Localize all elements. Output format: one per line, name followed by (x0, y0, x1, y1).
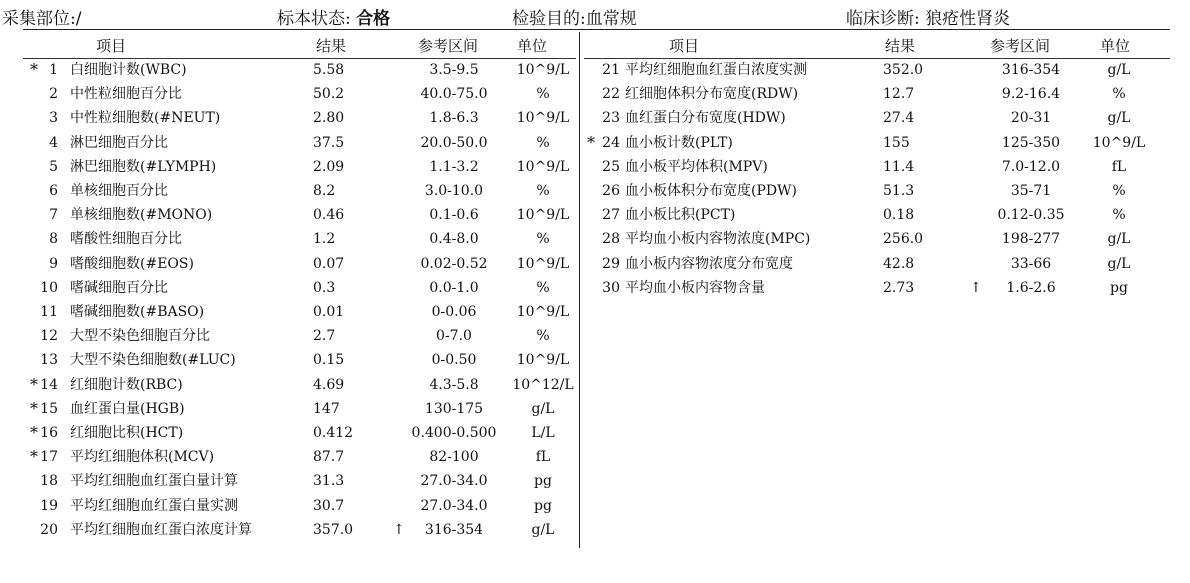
table-row (0, 203, 1190, 227)
row-number: 5 (49, 158, 58, 175)
row-number: 1 (49, 62, 58, 78)
result-value: 42.8 (883, 255, 915, 272)
reference-range: 316-354 (424, 521, 484, 538)
unit: pg (534, 473, 552, 490)
specimen-status-value: 合格 (356, 9, 391, 29)
table-row (0, 469, 1190, 493)
row-number: 17 (40, 449, 58, 466)
test-name: 平均红细胞体积(MCV) (70, 449, 215, 466)
row-number: 28 (602, 231, 620, 248)
test-name: 大型不染色细胞数(#LUC) (70, 352, 236, 369)
col-header-item-left: 项目 (96, 37, 127, 55)
unit: % (536, 134, 550, 151)
col-header-reference-right: 参考区间 (990, 37, 1051, 55)
reference-range: 9.2-16.4 (1001, 86, 1061, 103)
result-value: 31.3 (313, 473, 345, 490)
reference-range: 1.1-3.2 (429, 158, 479, 175)
result-value: 2.73 (883, 279, 915, 296)
test-name: 单核细胞百分比 (70, 183, 168, 199)
test-name: 血小板内容物浓度分布宽度 (625, 255, 793, 272)
result-value: 4.69 (313, 376, 345, 393)
unit: pg (534, 497, 552, 514)
unit: 10^12/L (512, 376, 574, 393)
result-value: 0.412 (313, 425, 354, 441)
high-flag: ↑ (393, 521, 405, 538)
reference-range: 1.8-6.3 (429, 110, 479, 127)
result-value: 0.46 (313, 207, 345, 224)
clinical-diagnosis-field (846, 4, 1010, 29)
test-name: 平均红细胞血红蛋白量实测 (70, 497, 238, 514)
row-number: 13 (40, 352, 58, 369)
result-value: 2.80 (313, 110, 345, 127)
test-name: 红细胞比积(HCT) (70, 425, 184, 441)
result-value: 5.58 (313, 62, 345, 78)
result-value: 256.0 (883, 231, 924, 248)
col-header-result-right: 结果 (885, 37, 916, 55)
test-name: 淋巴细胞百分比 (70, 134, 168, 151)
reference-range: 198-277 (1001, 231, 1061, 248)
test-name: 中性粒细胞数(#NEUT) (70, 110, 221, 127)
reference-range: 27.0-34.0 (420, 473, 488, 490)
result-value: 8.2 (313, 183, 336, 199)
unit: 10^9/L (516, 158, 570, 175)
table-row (0, 179, 1190, 203)
test-name: 血小板体积分布宽度(PDW) (625, 183, 797, 199)
row-number: 19 (40, 497, 58, 514)
result-value: 0.15 (313, 352, 345, 369)
result-value: 0.18 (883, 207, 915, 224)
test-name: 大型不染色细胞百分比 (70, 328, 210, 345)
row-number: 21 (602, 62, 620, 78)
test-name: 血红蛋白量(HGB) (70, 400, 185, 417)
test-name: 白细胞计数(WBC) (70, 62, 187, 78)
table-row (0, 421, 1190, 445)
row-number: 16 (40, 425, 58, 441)
result-value: 147 (313, 400, 340, 417)
result-value: 0.01 (313, 304, 345, 320)
table-row (0, 324, 1190, 348)
row-number: 18 (40, 473, 58, 490)
table-row (0, 58, 1190, 82)
unit: % (1112, 86, 1126, 103)
unit: L/L (531, 425, 555, 441)
result-value: 1.2 (313, 231, 336, 248)
reference-range: 0.400-0.500 (411, 425, 497, 441)
test-name: 血小板比积(PCT) (625, 207, 736, 224)
test-name: 血小板计数(PLT) (625, 134, 733, 151)
row-number: 6 (49, 183, 58, 199)
test-purpose-label: 检验目的: (512, 9, 586, 29)
reference-range: 0-0.50 (431, 352, 477, 369)
reference-range: 7.0-12.0 (1001, 158, 1061, 175)
col-header-unit-left: 单位 (517, 37, 548, 55)
test-name: 平均红细胞血红蛋白浓度实测 (625, 62, 807, 78)
result-value: 2.09 (313, 158, 345, 175)
test-name: 嗜酸细胞数(#EOS) (70, 255, 194, 272)
test-name: 红细胞体积分布宽度(RDW) (625, 86, 799, 103)
reference-range: 130-175 (424, 400, 484, 417)
header-divider (23, 29, 1170, 30)
result-value: 352.0 (883, 62, 924, 78)
row-number: 20 (40, 521, 58, 538)
reference-range: 20.0-50.0 (420, 134, 488, 151)
result-value: 51.3 (883, 183, 915, 199)
result-value: 0.3 (313, 279, 336, 296)
reference-range: 20-31 (1010, 110, 1052, 127)
row-number: 29 (602, 255, 620, 272)
unit: 10^9/L (516, 304, 570, 320)
specimen-status-field (277, 4, 390, 29)
row-number: 15 (40, 400, 58, 417)
reference-range: 125-350 (1001, 134, 1061, 151)
row-number: 26 (602, 183, 620, 199)
unit: % (536, 231, 550, 248)
abnormal-marker: * (30, 374, 38, 394)
reference-range: 316-354 (1001, 62, 1061, 78)
unit: g/L (531, 521, 555, 538)
row-number: 2 (49, 86, 58, 103)
table-row (0, 252, 1190, 276)
row-number: 23 (602, 110, 620, 127)
result-value: 50.2 (313, 86, 345, 103)
clinical-diagnosis-label: 临床诊断: (846, 9, 920, 29)
collection-site-value: / (75, 9, 82, 29)
result-value: 27.4 (883, 110, 915, 127)
unit: 10^9/L (516, 110, 570, 127)
reference-range: 0.1-0.6 (429, 207, 479, 224)
table-row (0, 494, 1190, 518)
unit: % (536, 183, 550, 199)
table-row (0, 155, 1190, 179)
test-name: 嗜碱细胞数(#BASO) (70, 304, 205, 320)
test-name: 红细胞计数(RBC) (70, 376, 183, 393)
result-value: 30.7 (313, 497, 345, 514)
reference-range: 40.0-75.0 (420, 86, 488, 103)
unit: % (536, 86, 550, 103)
reference-range: 4.3-5.8 (429, 376, 479, 393)
test-name: 血红蛋白分布宽度(HDW) (625, 110, 786, 127)
abnormal-marker: * (30, 423, 38, 442)
report-header (0, 2, 1190, 28)
result-value: 2.7 (313, 328, 336, 345)
row-number: 14 (40, 376, 58, 393)
test-name: 平均红细胞血红蛋白量计算 (70, 473, 238, 490)
unit: 10^9/L (516, 207, 570, 224)
table-row (0, 373, 1190, 397)
row-number: 27 (602, 207, 620, 224)
unit: % (1112, 207, 1126, 224)
row-number: 7 (49, 207, 58, 224)
table-row (0, 445, 1190, 469)
col-header-item-right: 项目 (669, 37, 700, 55)
row-number: 11 (40, 304, 58, 320)
unit: pg (1110, 279, 1128, 296)
reference-range: 0.4-8.0 (429, 231, 479, 248)
table-row (0, 227, 1190, 251)
row-number: 22 (602, 86, 620, 103)
test-name: 平均血小板内容物浓度(MPC) (625, 231, 811, 248)
table-row (0, 300, 1190, 324)
collection-site-field (2, 4, 81, 29)
table-row (0, 518, 1190, 542)
row-number: 9 (49, 255, 58, 272)
reference-range: 27.0-34.0 (420, 497, 488, 514)
result-value: 0.07 (313, 255, 345, 272)
table-row (0, 397, 1190, 421)
col-header-reference-left: 参考区间 (418, 37, 479, 55)
test-purpose-value: 血常规 (585, 9, 637, 29)
unit: g/L (1107, 62, 1131, 78)
test-name: 平均血小板内容物含量 (625, 279, 765, 296)
result-value: 37.5 (313, 134, 345, 151)
unit: 10^9/L (516, 255, 570, 272)
test-name: 中性粒细胞百分比 (70, 86, 182, 103)
test-name: 嗜酸性细胞百分比 (70, 231, 182, 248)
abnormal-marker: * (30, 60, 38, 79)
row-number: 24 (602, 134, 620, 151)
reference-range: 3.0-10.0 (424, 183, 484, 199)
unit: % (536, 328, 550, 345)
reference-range: 0-7.0 (436, 328, 472, 345)
row-number: 3 (49, 110, 58, 127)
unit: % (536, 279, 550, 296)
abnormal-marker: * (30, 447, 38, 467)
reference-range: 35-71 (1010, 183, 1052, 199)
test-name: 嗜碱细胞百分比 (70, 279, 168, 296)
table-row (0, 276, 1190, 300)
row-number: 8 (49, 231, 58, 248)
col-header-unit-right: 单位 (1100, 37, 1131, 55)
unit: 10^9/L (516, 352, 570, 369)
unit: g/L (1107, 231, 1131, 248)
reference-range: 0.02-0.52 (420, 255, 488, 272)
reference-range: 0.12-0.35 (997, 207, 1065, 224)
reference-range: 0.0-1.0 (429, 279, 479, 296)
test-name: 淋巴细胞数(#LYMPH) (70, 158, 217, 175)
test-purpose-field (512, 4, 637, 29)
reference-range: 0-0.06 (431, 304, 477, 320)
test-name: 平均红细胞血红蛋白浓度计算 (70, 521, 252, 538)
abnormal-marker: * (30, 398, 38, 418)
row-number: 30 (602, 279, 620, 296)
unit: g/L (1107, 255, 1131, 272)
result-value: 12.7 (883, 86, 915, 103)
row-number: 12 (40, 328, 58, 345)
unit: 10^9/L (516, 62, 570, 78)
row-number: 4 (49, 134, 58, 151)
table-row (0, 131, 1190, 155)
unit: g/L (531, 400, 555, 417)
result-value: 87.7 (313, 449, 345, 466)
result-value: 11.4 (883, 158, 915, 175)
specimen-status-label: 标本状态: (277, 9, 351, 29)
high-flag: ↑ (970, 279, 982, 296)
unit: % (1112, 183, 1126, 199)
test-name: 血小板平均体积(MPV) (625, 158, 768, 175)
row-number: 10 (40, 279, 58, 296)
unit: fL (1111, 158, 1127, 175)
unit: 10^9/L (1092, 134, 1146, 151)
clinical-diagnosis-value: 狼疮性肾炎 (925, 9, 1011, 29)
table-row (0, 106, 1190, 130)
unit: g/L (1107, 110, 1131, 127)
test-name: 单核细胞数(#MONO) (70, 207, 213, 224)
unit: fL (535, 449, 551, 466)
table-row (0, 82, 1190, 106)
row-number: 25 (602, 158, 620, 175)
result-value: 357.0 (313, 521, 354, 538)
collection-site-label: 采集部位: (2, 9, 76, 29)
reference-range: 3.5-9.5 (429, 62, 479, 78)
result-value: 155 (883, 134, 910, 151)
reference-range: 33-66 (1010, 255, 1052, 272)
table-row (0, 348, 1190, 372)
reference-range: 82-100 (429, 449, 479, 466)
abnormal-marker: * (587, 132, 595, 152)
col-header-result-left: 结果 (316, 37, 347, 55)
reference-range: 1.6-2.6 (1006, 279, 1056, 296)
